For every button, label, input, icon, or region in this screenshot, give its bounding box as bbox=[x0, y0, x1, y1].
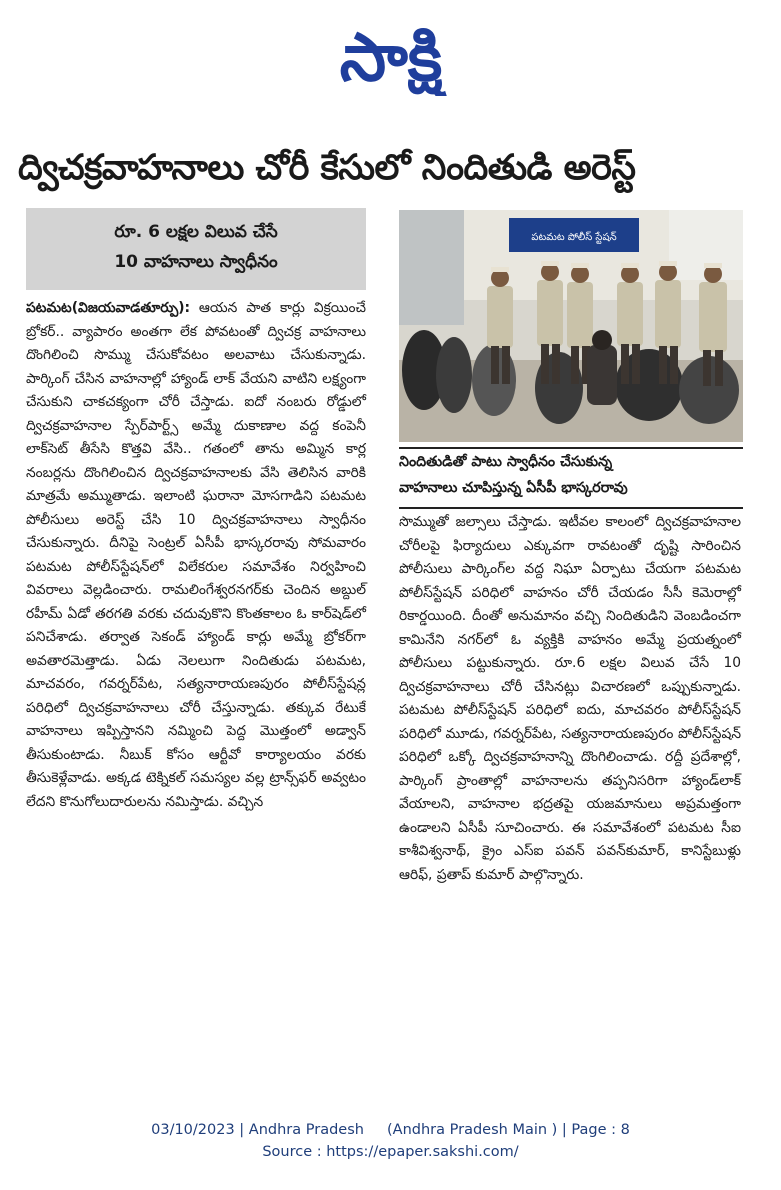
article-column-left bbox=[26, 297, 366, 814]
headline: ద్విచక్రవాహనాలు చోరీ కేసులో నిందితుడి అరెస్ట్ bbox=[18, 148, 636, 188]
news-photo bbox=[399, 210, 743, 442]
station-board-text: పటమట పోలీస్ స్టేషన్ bbox=[531, 232, 617, 243]
subheadline-box bbox=[26, 208, 366, 290]
subheadline-line-2: 10 వాహనాలు స్వాధీనం bbox=[114, 252, 278, 272]
page-footer bbox=[0, 1119, 781, 1163]
dateline: పటమట(విజయవాడతూర్పు): bbox=[26, 300, 191, 316]
masthead-logo bbox=[0, 14, 781, 104]
photo-caption-line-2: వాహనాలు చూపిస్తున్న ఏసీపీ భాస్కరరావు bbox=[399, 480, 628, 496]
sakshi-logo bbox=[276, 14, 506, 96]
photo-caption bbox=[399, 447, 743, 509]
footer-edition-info: 03/10/2023 | Andhra Pradesh (Andhra Pradesh Main ) | Page : 8 bbox=[151, 1122, 630, 1138]
footer-source: Source : https://epaper.sakshi.com/ bbox=[262, 1144, 519, 1160]
left-column-body: ఆయన పాత కార్లు విక్రయించే బ్రోకర్.. వ్యాపారం అంతగా లేక పోవటంతో ద్విచక్ర వాహనాలు దొంగిలించి సొమ్ము చేసుకోవటం అలవాటు చేసుకున్నాడు. పార్కింగ్ చేసిన వాహనాల్లో హ్యాండ్ లాక్ వేయని వాటిని లక్ష్యంగా చేసుకుని చాకచక్యంగా చోరీ చేస్తాడు. ఐదో నంబరు రోడ్డులో ద్విచక్రవాహనాల స్పేర్‌పార్ట్స్ అమ్మే దుకాణాల వద్ద కంపెనీ లాక్‌సెట్ తీసేసి కొత్తవి వేసి.. గతంలో తాను అమ్మిన కార్ల నంబర్లను దొంగిలించిన ద్విచక్రవాహనాలకు వేసి తెలిసిన వారికి మాత్రమే అమ్ముతాడు. ఇలాంటి ఘరానా మోసగాడిని పటమట పోలీసులు అరెస్ట్ చేసి 10 ద్విచక్రవాహనాలు స్వాధీనం చేసుకున్నారు. దీనిపై సెంట్రల్ ఏసీపీ భాస్కరరావు సోమవారం పటమట పోలీస్‌స్టేషన్‌లో విలేకరుల సమావేశం నిర్వహించి వివరాలు వెల్లడించారు. రామలింగేశ్వరనగర్‌కు చెందిన అబ్దుల్ రహీమ్ ఏడో తరగతి వరకు చదువుకొని కొంతకాలం ఓ కార్‌షెడ్‌లో పనిచేశాడు. తర్వాత సెకండ్ హ్యాండ్ కార్లు అమ్మే బ్రోకర్‌గా అవతారమెత్తాడు. ఏడు నెలలుగా నిందితుడు పటమట, మాచవరం, గవర్నర్‌పేట, సత్యనారాయణపురం పోలీస్‌స్టేషన్ల పరిధిలో ద్విచక్రవాహనాలు చోరీ చేస్తున్నాడు. తక్కువ రేటుకే వాహనాలు ఇప్పిస్తానని నమ్మించి పెద్ద మొత్తంలో అడ్వాన్ తీసుకుంటాడు. నీబుక్ కోసం ఆర్టీవో కార్యాలయం వరకు తీసుకెళ్లేవాడు. అక్కడ టెక్నికల్ సమస్యల వల్ల ట్రాన్స్‌ఫర్ అవ్వటం లేదని కొనుగోలుదారులను నమిస్తాడు. వచ్చిన bbox=[26, 300, 366, 810]
photo-caption-line-1: నిందితుడితో పాటు స్వాధీనం చేసుకున్న bbox=[399, 454, 613, 470]
right-column-body: సొమ్ముతో జల్సాలు చేస్తాడు. ఇటీవల కాలంలో ద్విచక్రవాహనాల చోరీలపై ఫిర్యాదులు ఎక్కువగా రావటంతో దృష్టి సారించిన పోలీసులు పార్కింగ్‌ల వద్ద నిఘా ఏర్పాటు చేయగా పటమట పోలీస్‌స్టేషన్ పరిధిలో వాహనం చోరీ చేయడం సీసీ కెమెరాల్లో రికార్డయింది. దీంతో అనుమానం వచ్చి నిందితుడిని వెంబడించగా కామినేని నగర్‌లో ఓ వ్యక్తికి వాహనం అమ్మే ప్రయత్నంలో పోలీసులు పట్టుకున్నారు. రూ.6 లక్షల విలువ చేసే 10 ద్విచక్రవాహనాలు చోరీ చేసినట్లు విచారణలో ఒప్పుకున్నాడు. పటమట పోలీస్‌స్టేషన్ పరిధిలో ఐదు, మాచవరం పోలీస్‌స్టేషన్ పరిధిలో మూడు, గవర్నర్‌పేట, సత్యనారాయణపురం పోలీస్‌స్టేషన్ పరిధిలో ఒక్కో ద్విచక్రవాహనాన్ని దొంగిలించాడు. రద్దీ ప్రదేశాల్లో, పార్కింగ్ ప్రాంతాల్లో వాహనాలను తప్పనిసరిగా హ్యాండ్‌లాక్ వేయాలని, వాహనాల భద్రతపై యజమానులు అప్రమత్తంగా ఉండాలని ఏసీపీ సూచించారు. ఈ సమావేశంలో పటమట సీఐ కాశీవిశ్వనాథ్, క్రైం ఎస్ఐ పవన్ పవన్‌కుమార్, కానిస్టేబుళ్లు ఆరిఫ్, ప్రతాప్ కుమార్ పాల్గొన్నారు. bbox=[399, 514, 741, 883]
subheadline-line-1: రూ. 6 లక్షల విలువ చేసే bbox=[114, 222, 278, 242]
article-column-right bbox=[399, 511, 741, 887]
logo-wordmark: సాక్షి bbox=[339, 19, 442, 96]
